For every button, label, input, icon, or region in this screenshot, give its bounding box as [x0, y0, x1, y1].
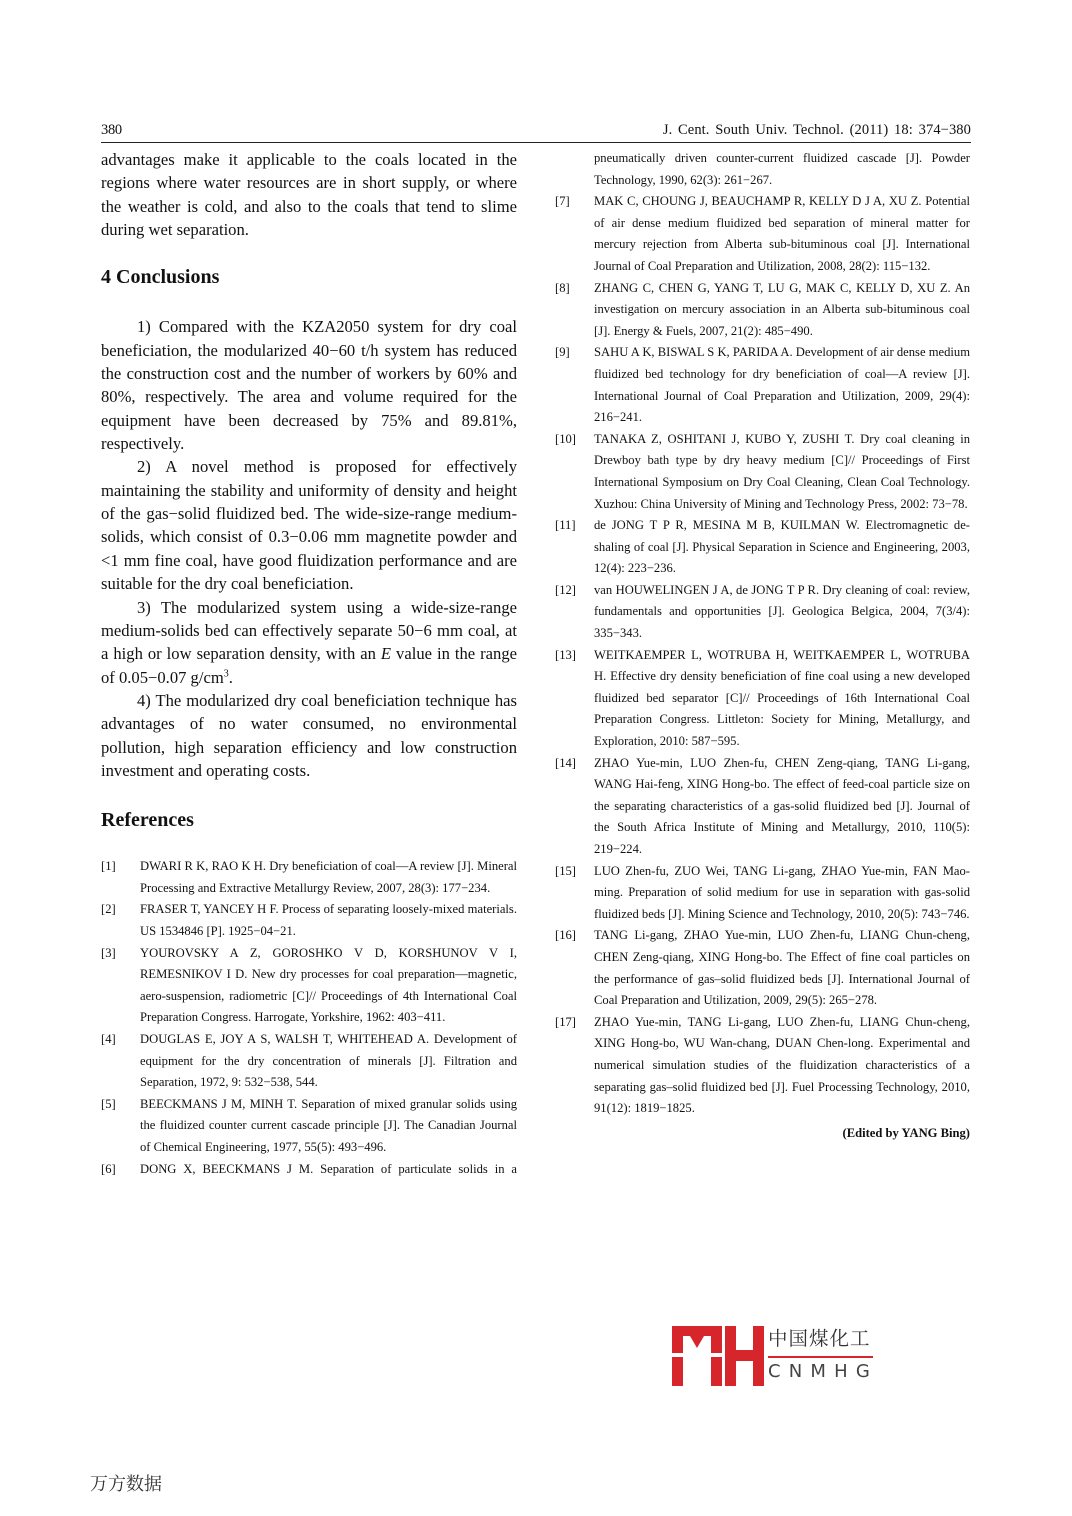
reference-item [555, 645, 970, 753]
reference-number: [2] [101, 902, 116, 917]
references-heading: References [101, 809, 194, 832]
reference-number: [4] [101, 1032, 116, 1046]
reference-number: [11] [555, 518, 576, 533]
reference-number: [10] [555, 431, 576, 446]
reference-text: ZHAO Yue-min, LUO Zhen-fu, CHEN Zeng-qiang, TANG Li-gang, WANG Hai-feng, XING Hong-bo. The effect of feed-coal particle size on the separating characteristics of a gas-solid fluidized bed [J]. Journal of the South Africa Institute of Mining and Metallurgy, 2010, 110(5): 219−224. [594, 755, 970, 856]
reference-text: LUO Zhen-fu, ZUO Wei, TANG Li-gang, ZHAO Yue-min, FAN Mao-ming. Preparation of solid medium for use in separation with gas-solid fluidized beds [J]. Mining Science and Technology, 2010, 20(5): 743−746. [594, 863, 970, 921]
reference-item [101, 1094, 517, 1159]
reference-number: [13] [555, 647, 576, 662]
reference-text: YOUROVSKY A Z, GOROSHKO V D, KORSHUNOV V I, REMESNIKOV I D. New dry processes for coal preparation—magnetic, aero-suspension, radiometric [C]// Proceedings of 4th International Coal Preparation Congress. Harrogate, Yorkshire, 1962: 403−411. [140, 945, 517, 1025]
reference-number: [5] [101, 1096, 116, 1111]
logo-chinese-text: 中国煤化工 [768, 1327, 871, 1350]
variable-e: E [380, 644, 392, 664]
reference-item [101, 1159, 517, 1181]
journal-citation: J. Cent. South Univ. Technol. (2011) 18: 374−380 [662, 122, 971, 138]
reference-number: [7] [555, 194, 570, 209]
reference-number: [17] [555, 1014, 576, 1029]
reference-text: TANG Li-gang, ZHAO Yue-min, LUO Zhen-fu, LIANG Chun-cheng, CHEN Zeng-qiang, XING Hong-bo. The Effect of fine coal particles on the performance of gas–solid fluidized beds [J]. International Journal of Coal Preparation and Utilization, 2009, 29(5): 265−278. [594, 928, 970, 1008]
reference-item [101, 856, 517, 899]
reference-item [555, 1012, 970, 1120]
reference-text: DWARI R K, RAO K H. Dry beneficiation of coal—A review [J]. Mineral Processing and Extractive Metallurgy Review, 2007, 28(3): 177−234. [140, 859, 517, 895]
reference-text: pneumatically driven counter-current fluidized cascade [J]. Powder Technology, 1990, 62(3): 261−267. [594, 151, 970, 187]
reference-number: [9] [555, 345, 570, 360]
superscript: 3 [223, 668, 229, 679]
reference-number: [1] [101, 859, 116, 874]
reference-text: DONG X, BEECKMANS J M. Separation of particulate solids in a [140, 1161, 517, 1176]
reference-item [555, 753, 970, 861]
reference-text: de JONG T P R, MESINA M B, KUILMAN W. Electromagnetic de-shaling of coal [J]. Physical Separation in Science and Engineering, 2003, 12(4): 223−236. [594, 518, 970, 576]
reference-text: ZHANG C, CHEN G, YANG T, LU G, MAK C, KELLY D, XU Z. An investigation on mercury association in an Alberta sub-bituminous coal [J]. Energy & Fuels, 2007, 21(2): 485−490. [594, 280, 970, 338]
logo-divider [768, 1356, 873, 1358]
reference-number: [6] [101, 1161, 116, 1176]
reference-text: MAK C, CHOUNG J, BEAUCHAMP R, KELLY D J A, XU Z. Potential of air dense medium fluidized bed separation of mineral matter for mercury rejection from Alberta sub-bituminous coal [J]. International Journal of Coal Preparation and Utilization, 2008, 28(2): 115−132. [594, 194, 970, 273]
conclusion-item: 1) Compared with the KZA2050 system for dry coal beneficiation, the modularized 40−60 t/h system has reduced the construction cost and the number of workers by 60% and 80%, respectively. The area and volume required for the equipment have been decreased by 75% and 89.81%, respectively. [101, 317, 517, 454]
conclusions-list [101, 315, 517, 782]
running-header [101, 121, 971, 143]
left-column [101, 148, 517, 1180]
mh-logo-icon [672, 1326, 764, 1386]
reference-item [555, 925, 970, 1011]
conclusion-text: value in the range of 0.05−0.07 g/cm [101, 644, 517, 687]
reference-text: DOUGLAS E, JOY A S, WALSH T, WHITEHEAD A. Development of equipment for the dry concentration of minerals [J]. Filtration and Separation, 1972, 9: 532−538, 544. [140, 1032, 517, 1090]
reference-number: [15] [555, 863, 576, 878]
reference-text: FRASER T, YANCEY H F. Process of separating loosely-mixed materials. US 1534846 [P]. 1925−04−21. [140, 902, 517, 939]
reference-item [555, 580, 970, 645]
references-list-left [101, 856, 517, 1180]
reference-text: BEECKMANS J M, MINH T. Separation of mixed granular solids using the fluidized counter current cascade principle [J]. The Canadian Journal of Chemical Engineering, 1977, 55(5): 493−496. [140, 1096, 517, 1154]
edited-by: (Edited by YANG Bing) [842, 1125, 970, 1140]
reference-item [555, 191, 970, 277]
page-number: 380 [101, 122, 122, 138]
reference-item [101, 943, 517, 1029]
reference-text: TANAKA Z, OSHITANI J, KUBO Y, ZUSHI T. Dry coal cleaning in Drewboy bath type by dry heavy medium [C]// Proceedings of First International Symposium on Dry Coal Cleaning, Clean Coal Technology. Xuzhou: China University of Mining and Technology Press, 2002: 73−78. [594, 431, 970, 511]
right-column [555, 148, 970, 1144]
reference-item [101, 899, 517, 942]
conclusion-item: 4) The modularized dry coal beneficiation technique has advantages of no water consumed, no environmental pollution, high separation efficiency and low construction investment and operating costs. [101, 690, 517, 780]
intro-paragraph: advantages make it applicable to the coals located in the regions where water resources are in short supply, or where the weather is cold, and also to the coals that tend to slime during wet separation. [101, 150, 517, 240]
reference-number: [12] [555, 582, 576, 597]
reference-item [555, 342, 970, 428]
wanfang-watermark: 万方数据 [90, 1474, 162, 1495]
reference-text: WEITKAEMPER L, WOTRUBA H, WEITKAEMPER L, WOTRUBA H. Effective dry density beneficiation of fine coal using a new developed fluidized bed separator [C]// Proceedings of 16th International Coal Preparation Congress. Littleton: Society for Mining, Metallurgy, and Exploration, 2010: 587−595. [594, 647, 970, 749]
reference-text: SAHU A K, BISWAL S K, PARIDA A. Development of air dense medium fluidized bed technology for dry beneficiation of coal—A review [J]. International Journal of Coal Preparation and Utilization, 2009, 29(4): 216−241. [594, 345, 970, 425]
conclusion-item: 2) A novel method is proposed for effectively maintaining the stability and uniformity of density and height of the gas−solid fluidized bed. The wide-size-range medium-solids, which consist of 0.3−0.06 mm magnetite powder and <1 mm fine coal, have good fluidization performance and are suitable for the dry coal beneficiation. [101, 457, 517, 594]
conclusion-text: . [228, 667, 233, 687]
reference-number: [14] [555, 755, 576, 770]
conclusion-item [101, 596, 517, 689]
reference-text: ZHAO Yue-min, TANG Li-gang, LUO Zhen-fu, LIANG Chun-cheng, XING Hong-bo, WU Wan-chang, DUAN Chen-long. Experimental and numerical simulation studies of the fluidization characteristics of a separating gas–solid fluidized bed [J]. Fuel Processing Technology, 2010, 91(12): 1819−1825. [594, 1014, 970, 1116]
reference-item [555, 429, 970, 515]
reference-number: [16] [555, 928, 576, 943]
conclusion-text: 3) The modularized system using a wide-size-range medium-solids bed can effectively separate 50−6 mm coal, at a high or low separation density, with an [101, 597, 517, 664]
reference-item [555, 861, 970, 926]
reference-item [555, 278, 970, 343]
conclusions-heading: 4 Conclusions [101, 266, 220, 289]
reference-item [101, 1029, 517, 1094]
reference-number: [3] [101, 945, 116, 960]
cnmhg-logo [672, 1326, 877, 1388]
reference-number: [8] [555, 280, 570, 295]
reference-item [555, 515, 970, 580]
reference-continuation [555, 148, 970, 191]
reference-text: van HOUWELINGEN J A, de JONG T P R. Dry cleaning of coal: review, fundamentals and opportunities [J]. Geologica Belgica, 2004, 7(3/4): 335−343. [594, 582, 970, 641]
logo-english-text: CNMHG [768, 1361, 879, 1382]
